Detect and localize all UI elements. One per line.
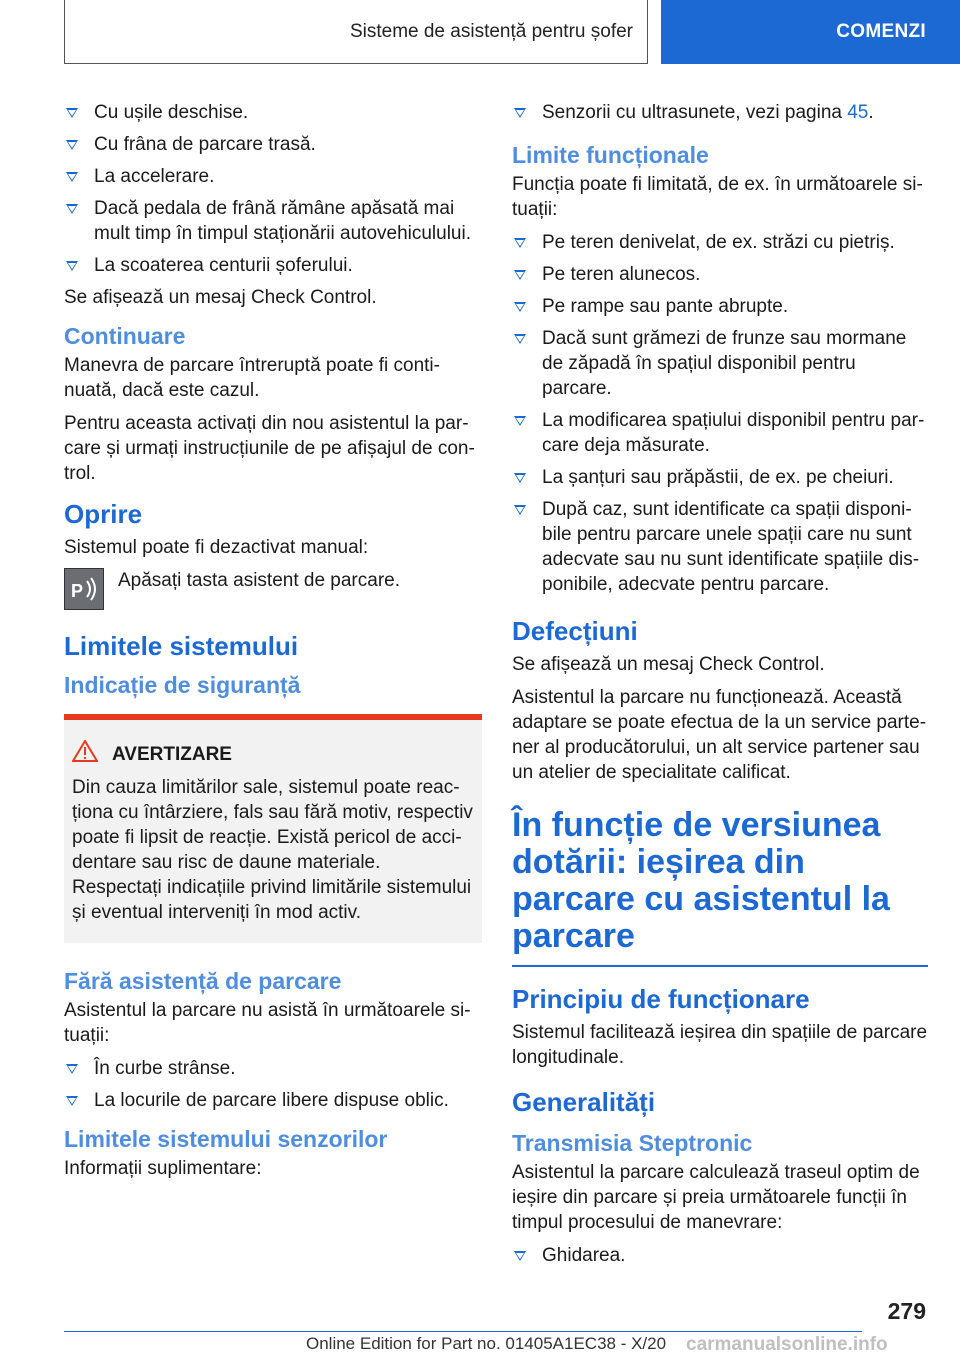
paragraph: Se afișează un mesaj Check Control. bbox=[64, 287, 377, 308]
triangle-bullet-icon bbox=[514, 1251, 526, 1261]
paragraph: Se afișează un mesaj Check Control. bbox=[512, 654, 825, 675]
triangle-bullet-icon bbox=[514, 473, 526, 483]
bullet-list bbox=[512, 1243, 928, 1268]
icon-instruction bbox=[64, 568, 482, 610]
paragraph: Sistemul poate fi dezactivat manual: bbox=[64, 537, 369, 558]
heading-oprire: Oprire bbox=[64, 499, 143, 529]
bullet-list bbox=[512, 230, 928, 597]
paragraph: Asistentul la parcare nu funcționează. Această adaptare se poate efectua de la un service partener al producătorului, un alt service partener sau un atelier de specialitate calificat. bbox=[512, 687, 927, 783]
triangle-bullet-icon bbox=[66, 140, 78, 150]
heading-limitele: Limitele sistemului bbox=[64, 631, 299, 661]
triangle-bullet-icon bbox=[514, 416, 526, 426]
triangle-bullet-icon bbox=[66, 204, 78, 214]
footer-edition: Online Edition for Part no. 01405A1EC38 - X/20 bbox=[306, 1334, 667, 1353]
paragraph: Informații suplimentare: bbox=[64, 1158, 262, 1179]
warning-title: AVERTIZARE bbox=[112, 744, 232, 765]
paragraph: Pentru aceasta activați din nou asistentul la parcare și urmați instrucțiunile de pe afișajul de control. bbox=[64, 413, 475, 484]
svg-text:P: P bbox=[71, 581, 84, 601]
list-item: La modificarea spațiului disponibil pentru parcare deja măsurate. bbox=[512, 408, 928, 458]
paragraph: Funcția poate fi limitată, de ex. în următoarele situații: bbox=[512, 174, 923, 220]
list-item: Pe teren denivelat, de ex. străzi cu pietriș. bbox=[512, 230, 928, 255]
bullet-list bbox=[64, 100, 482, 278]
list-item: În curbe strânse. bbox=[64, 1056, 482, 1081]
heading-continuare: Continuare bbox=[64, 323, 186, 349]
left-column bbox=[64, 100, 482, 1189]
list-item: La accelerare. bbox=[64, 164, 482, 189]
bullet-list bbox=[512, 100, 928, 125]
paragraph: Manevra de parcare întreruptă poate fi continuată, dacă este cazul. bbox=[64, 355, 440, 401]
page-number: 279 bbox=[887, 1298, 926, 1324]
warning-header bbox=[72, 740, 474, 769]
triangle-bullet-icon bbox=[66, 108, 78, 118]
page-link[interactable]: 45 bbox=[847, 102, 869, 123]
watermark: carmanualsonline.info bbox=[686, 1334, 888, 1355]
list-item: După caz, sunt identificate ca spații disponibile pentru parcare unele spații care nu sunt adecvate sau nu sunt identificate spațiile disponibile, adecvate pentru parcare. bbox=[512, 497, 928, 597]
chapter-heading: În funcție de versiunea dotării: ieșirea din parcare cu asistentul la parcare bbox=[512, 806, 890, 955]
heading-divider bbox=[512, 965, 928, 967]
warning-box bbox=[64, 714, 482, 943]
icon-instruction-text: Apăsați tasta asistent de parcare. bbox=[118, 570, 400, 591]
list-item: Dacă pedala de frână rămâne apăsată mai mult timp în timpul staționării autovehiculului. bbox=[64, 196, 482, 246]
heading-defectiuni: Defecțiuni bbox=[512, 616, 638, 646]
triangle-bullet-icon bbox=[66, 1096, 78, 1106]
triangle-bullet-icon bbox=[66, 1064, 78, 1074]
heading-principiu: Principiu de funcționare bbox=[512, 984, 810, 1014]
chapter-title: COMENZI bbox=[836, 21, 926, 42]
triangle-bullet-icon bbox=[514, 334, 526, 344]
list-item: La șanțuri sau prăpăstii, de ex. pe cheiuri. bbox=[512, 465, 928, 490]
list-item: Pe rampe sau pante abrupte. bbox=[512, 294, 928, 319]
list-item: Dacă sunt grămezi de frunze sau mormane de zăpadă în spațiul disponibil pentru parcare. bbox=[512, 326, 928, 401]
triangle-bullet-icon bbox=[514, 302, 526, 312]
paragraph: Asistentul la parcare calculează traseul optim de ieșire din parcare și preia următoarele funcții în timpul procesului de manevrare: bbox=[512, 1162, 920, 1233]
list-item: Ghidarea. bbox=[512, 1243, 928, 1268]
list-item: Pe teren alunecos. bbox=[512, 262, 928, 287]
heading-fara: Fără asistență de parcare bbox=[64, 968, 342, 994]
paragraph: Sistemul facilitează ieșirea din spațiile de parcare longitudinale. bbox=[512, 1022, 928, 1068]
paragraph: Asistentul la parcare nu asistă în următoarele situații: bbox=[64, 1000, 471, 1046]
right-column bbox=[512, 100, 928, 1275]
list-item: Cu frâna de parcare trasă. bbox=[64, 132, 482, 157]
park-assist-button-icon bbox=[64, 568, 104, 610]
triangle-bullet-icon bbox=[514, 108, 526, 118]
section-header bbox=[64, 0, 648, 64]
footer-divider bbox=[64, 1331, 862, 1332]
section-title: Sisteme de asistență pentru șofer bbox=[349, 20, 633, 42]
heading-senzori: Limitele sistemului senzorilor bbox=[64, 1126, 388, 1152]
triangle-bullet-icon bbox=[514, 505, 526, 515]
list-item: Cu ușile deschise. bbox=[64, 100, 482, 125]
heading-indicatie: Indicație de siguranță bbox=[64, 672, 301, 698]
bullet-list bbox=[64, 1056, 482, 1113]
warning-body: Din cauza limitărilor sale, sistemul poate reacționa cu întârziere, fals sau fără motiv, respectiv poate fi lipsit de reacție. Există pericol de accidentare sau risc de daune materiale. Respectați indicațiile privind limitările sistemului și eventual interveniți în mod activ. bbox=[72, 777, 473, 923]
triangle-bullet-icon bbox=[514, 270, 526, 280]
triangle-bullet-icon bbox=[66, 261, 78, 271]
list-item: La scoaterea centurii șoferului. bbox=[64, 253, 482, 278]
heading-limite-functionale: Limite funcționale bbox=[512, 142, 709, 168]
list-item: Senzorii cu ultrasunete, vezi pagina 45. bbox=[512, 100, 928, 125]
warning-triangle-icon bbox=[72, 740, 98, 769]
heading-generalitati: Generalități bbox=[512, 1087, 656, 1117]
triangle-bullet-icon bbox=[514, 238, 526, 248]
triangle-bullet-icon bbox=[66, 172, 78, 182]
heading-steptronic: Transmisia Steptronic bbox=[512, 1130, 753, 1156]
chapter-tab[interactable] bbox=[661, 0, 960, 64]
list-item: La locurile de parcare libere dispuse oblic. bbox=[64, 1088, 482, 1113]
